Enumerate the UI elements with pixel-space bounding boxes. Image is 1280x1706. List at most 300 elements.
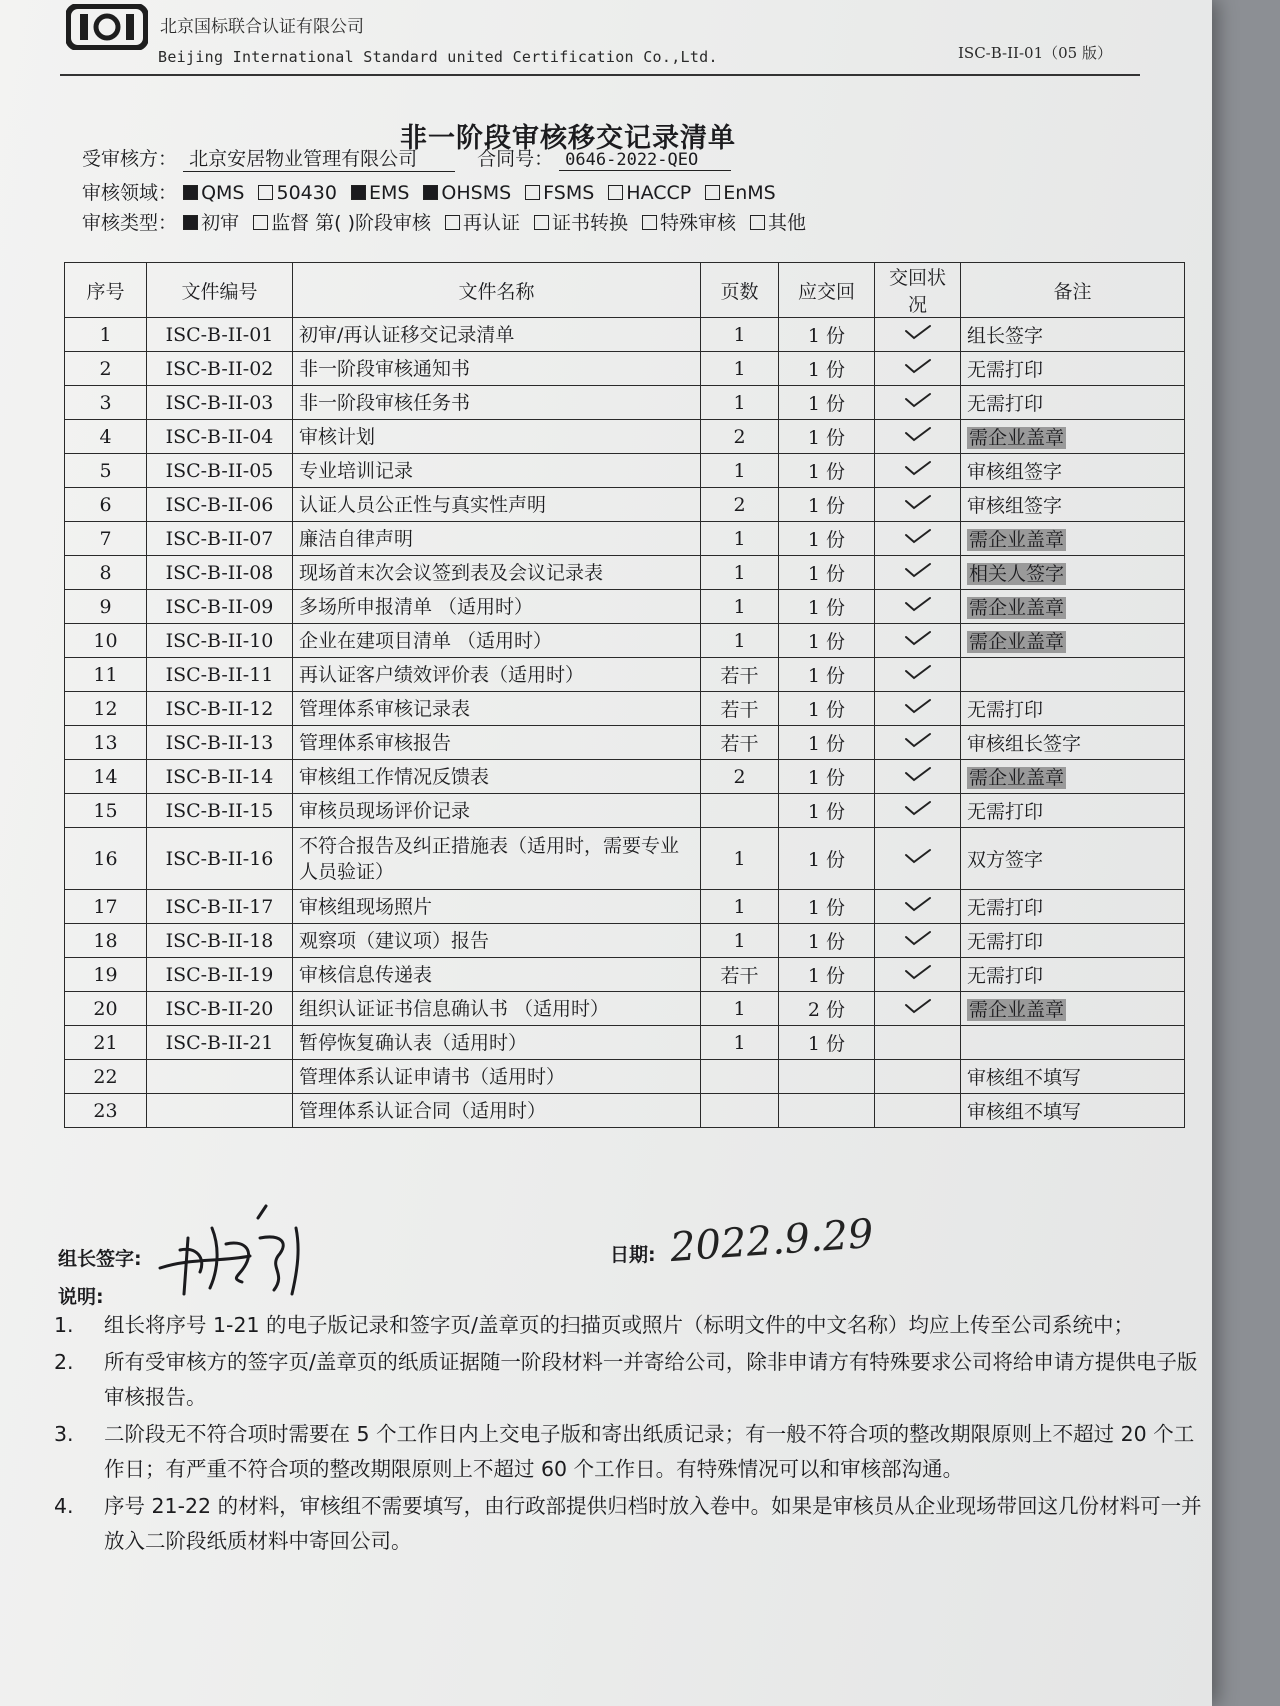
table-row — [65, 1060, 1185, 1094]
table-row — [65, 828, 1185, 890]
audit-type-label: 审核类型： — [82, 212, 178, 234]
file-name: 组织认证证书信息确认书 （适用时） — [293, 992, 701, 1026]
header-divider — [60, 74, 1140, 76]
remark-text: 无需打印 — [967, 359, 1044, 381]
table-row — [65, 992, 1185, 1026]
remark — [961, 386, 1185, 420]
note-number: 4. — [54, 1494, 74, 1518]
checkmark-icon — [903, 629, 933, 647]
table-row — [65, 1094, 1185, 1128]
page-count: 1 — [701, 386, 779, 420]
form-title: 非一阶段审核移交记录清单 — [400, 123, 736, 154]
page-count: 1 — [701, 352, 779, 386]
note-item — [46, 1308, 1206, 1343]
audit-type-option-label: 证书转换 — [552, 212, 629, 234]
page-count: 若干 — [701, 692, 779, 726]
page-count: 2 — [701, 420, 779, 454]
return-status — [875, 386, 961, 420]
checked-box-icon — [423, 185, 438, 200]
remark — [961, 1094, 1185, 1128]
return-status — [875, 352, 961, 386]
empty-box-icon — [253, 215, 268, 230]
domain-option — [258, 182, 336, 204]
return-status — [875, 556, 961, 590]
col-header-status: 交回状况 — [875, 263, 961, 318]
file-code: ISC-B-II-13 — [147, 726, 293, 760]
auditee-line — [82, 144, 731, 172]
domain-option-label: EMS — [368, 182, 410, 204]
return-status — [875, 1026, 961, 1060]
copies-due: 1 份 — [779, 828, 875, 890]
table-row — [65, 522, 1185, 556]
file-name: 管理体系认证申请书（适用时） — [293, 1060, 701, 1094]
file-code: ISC-B-II-03 — [147, 386, 293, 420]
return-status — [875, 794, 961, 828]
file-name: 审核计划 — [293, 420, 701, 454]
table-row — [65, 352, 1185, 386]
col-header-no: 序号 — [65, 263, 147, 318]
remark — [961, 992, 1185, 1026]
remark-text: 无需打印 — [967, 931, 1044, 953]
page-count: 1 — [701, 556, 779, 590]
audit-type-option — [750, 208, 806, 235]
page-count: 2 — [701, 760, 779, 794]
file-code: ISC-B-II-19 — [147, 958, 293, 992]
remark — [961, 590, 1185, 624]
row-number: 6 — [65, 488, 147, 522]
checkmark-icon — [903, 493, 933, 511]
table-row — [65, 726, 1185, 760]
notes-list — [46, 1308, 1206, 1561]
page-count: 1 — [701, 590, 779, 624]
remark — [961, 924, 1185, 958]
domain-option — [608, 182, 691, 204]
audit-type-option-label: 监督 第( )阶段审核 — [271, 212, 431, 234]
remark-text: 审核组不填写 — [967, 1101, 1082, 1123]
table-row — [65, 760, 1185, 794]
checkmark-icon — [903, 697, 933, 715]
leader-signature-label: 组长签字: — [58, 1248, 142, 1270]
file-code: ISC-B-II-11 — [147, 658, 293, 692]
remark-text: 无需打印 — [967, 699, 1044, 721]
file-name: 再认证客户绩效评价表（适用时） — [293, 658, 701, 692]
domain-option-label: 50430 — [276, 182, 337, 204]
table-row — [65, 958, 1185, 992]
file-code — [147, 1060, 293, 1094]
remark — [961, 692, 1185, 726]
note-item — [46, 1417, 1206, 1487]
checked-box-icon — [351, 185, 366, 200]
checkmark-icon — [903, 561, 933, 579]
domain-option — [705, 182, 776, 204]
copies-due: 1 份 — [779, 386, 875, 420]
remark — [961, 352, 1185, 386]
copies-due: 1 份 — [779, 794, 875, 828]
remark — [961, 794, 1185, 828]
file-code: ISC-B-II-20 — [147, 992, 293, 1026]
row-number: 8 — [65, 556, 147, 590]
file-code: ISC-B-II-05 — [147, 454, 293, 488]
return-status — [875, 488, 961, 522]
table-row — [65, 658, 1185, 692]
page-count: 1 — [701, 828, 779, 890]
domain-line — [82, 178, 790, 205]
file-code — [147, 1094, 293, 1128]
file-name: 观察项（建议项）报告 — [293, 924, 701, 958]
file-code: ISC-B-II-17 — [147, 890, 293, 924]
file-code: ISC-B-II-18 — [147, 924, 293, 958]
col-header-name: 文件名称 — [293, 263, 701, 318]
row-number: 12 — [65, 692, 147, 726]
return-status — [875, 522, 961, 556]
copies-due: 1 份 — [779, 958, 875, 992]
auditee-field: 北京安居物业管理有限公司 — [183, 144, 455, 172]
table-row — [65, 488, 1185, 522]
domain-option — [351, 182, 409, 204]
return-status — [875, 318, 961, 352]
page-count: 1 — [701, 992, 779, 1026]
checkmark-icon — [903, 895, 933, 913]
row-number: 10 — [65, 624, 147, 658]
remark-text: 无需打印 — [967, 801, 1044, 823]
file-name: 非一阶段审核任务书 — [293, 386, 701, 420]
checkmark-icon — [903, 357, 933, 375]
checked-box-icon — [183, 185, 198, 200]
file-name: 审核员现场评价记录 — [293, 794, 701, 828]
table-row — [65, 794, 1185, 828]
note-text: 所有受审核方的签字页/盖章页的纸质证据随一阶段材料一并寄给公司，除非申请方有特殊要求公司将给申请方提供电子版审核报告。 — [104, 1350, 1198, 1409]
row-number: 14 — [65, 760, 147, 794]
handwritten-date: 2022.9.29 — [668, 1210, 875, 1272]
file-code: ISC-B-II-16 — [147, 828, 293, 890]
remark — [961, 624, 1185, 658]
table-row — [65, 590, 1185, 624]
domain-option-label: OHSMS — [441, 182, 512, 204]
row-number: 20 — [65, 992, 147, 1026]
empty-box-icon — [705, 185, 720, 200]
page-count: 1 — [701, 454, 779, 488]
page-count: 2 — [701, 488, 779, 522]
page-count: 若干 — [701, 658, 779, 692]
copies-due — [779, 1060, 875, 1094]
copies-due: 1 份 — [779, 590, 875, 624]
file-name: 初审/再认证移交记录清单 — [293, 318, 701, 352]
table-row — [65, 692, 1185, 726]
note-item — [46, 1489, 1206, 1559]
copies-due: 1 份 — [779, 522, 875, 556]
remark-text: 无需打印 — [967, 393, 1044, 415]
row-number: 3 — [65, 386, 147, 420]
empty-box-icon — [750, 215, 765, 230]
checkmark-icon — [903, 391, 933, 409]
page-count: 若干 — [701, 726, 779, 760]
empty-box-icon — [608, 185, 623, 200]
contract-label: 合同号： — [477, 148, 554, 170]
file-code: ISC-B-II-21 — [147, 1026, 293, 1060]
audit-type-option-label: 再认证 — [462, 212, 520, 234]
company-name-cn: 北京国标联合认证有限公司 — [160, 17, 364, 37]
checkmark-icon — [903, 663, 933, 681]
audit-type-checkboxes — [183, 212, 820, 234]
row-number: 13 — [65, 726, 147, 760]
return-status — [875, 924, 961, 958]
row-number: 11 — [65, 658, 147, 692]
remark — [961, 726, 1185, 760]
remark — [961, 454, 1185, 488]
auditee-label: 受审核方： — [82, 148, 178, 170]
page-count: 1 — [701, 318, 779, 352]
table-row — [65, 454, 1185, 488]
remark-text: 审核组签字 — [967, 495, 1063, 517]
return-status — [875, 958, 961, 992]
return-status — [875, 624, 961, 658]
return-status — [875, 992, 961, 1026]
return-status — [875, 658, 961, 692]
remark-text: 需企业盖章 — [969, 597, 1065, 619]
file-name: 审核组现场照片 — [293, 890, 701, 924]
audit-type-option-label: 特殊审核 — [660, 212, 737, 234]
file-code: ISC-B-II-15 — [147, 794, 293, 828]
remark-text: 双方签字 — [967, 849, 1044, 871]
remark-text: 审核组签字 — [967, 461, 1063, 483]
file-name: 非一阶段审核通知书 — [293, 352, 701, 386]
row-number: 18 — [65, 924, 147, 958]
domain-option — [525, 182, 594, 204]
domain-option-label: QMS — [201, 182, 245, 204]
letterhead — [0, 0, 1212, 90]
file-name: 管理体系审核记录表 — [293, 692, 701, 726]
remark — [961, 760, 1185, 794]
date-label: 日期: — [610, 1244, 656, 1266]
remark — [961, 556, 1185, 590]
copies-due: 1 份 — [779, 692, 875, 726]
copies-due: 1 份 — [779, 454, 875, 488]
row-number: 19 — [65, 958, 147, 992]
copies-due: 1 份 — [779, 420, 875, 454]
notes-label: 说明: — [58, 1286, 104, 1308]
copies-due: 1 份 — [779, 318, 875, 352]
document-code: ISC-B-II-01（05 版） — [958, 44, 1112, 62]
copies-due: 1 份 — [779, 352, 875, 386]
note-number: 2. — [54, 1350, 74, 1374]
page-count — [701, 1094, 779, 1128]
row-number: 9 — [65, 590, 147, 624]
file-name: 审核组工作情况反馈表 — [293, 760, 701, 794]
copies-due: 1 份 — [779, 624, 875, 658]
domain-option-label: EnMS — [723, 182, 776, 204]
row-number: 2 — [65, 352, 147, 386]
remark — [961, 828, 1185, 890]
file-code: ISC-B-II-10 — [147, 624, 293, 658]
page-count: 1 — [701, 924, 779, 958]
row-number: 15 — [65, 794, 147, 828]
table-row — [65, 624, 1185, 658]
copies-due: 1 份 — [779, 890, 875, 924]
audit-type-line — [82, 208, 820, 235]
file-code: ISC-B-II-09 — [147, 590, 293, 624]
row-number: 4 — [65, 420, 147, 454]
remark-text: 无需打印 — [967, 965, 1044, 987]
row-number: 5 — [65, 454, 147, 488]
return-status — [875, 420, 961, 454]
remark — [961, 420, 1185, 454]
copies-due: 1 份 — [779, 924, 875, 958]
remark — [961, 522, 1185, 556]
file-name: 审核信息传递表 — [293, 958, 701, 992]
company-name-en: Beijing International Standard united Certification Co.,Ltd. — [158, 48, 718, 66]
checkmark-icon — [903, 323, 933, 341]
checkmark-icon — [903, 847, 933, 865]
return-status — [875, 726, 961, 760]
copies-due: 1 份 — [779, 658, 875, 692]
row-number: 17 — [65, 890, 147, 924]
row-number: 1 — [65, 318, 147, 352]
audit-type-option-label: 其他 — [768, 212, 807, 234]
row-number: 22 — [65, 1060, 147, 1094]
return-status — [875, 1060, 961, 1094]
audit-type-option — [183, 208, 239, 235]
col-header-pages: 页数 — [701, 263, 779, 318]
page-count: 1 — [701, 1026, 779, 1060]
copies-due — [779, 1094, 875, 1128]
checkmark-icon — [903, 929, 933, 947]
remark-text: 相关人签字 — [969, 563, 1065, 585]
copies-due: 1 份 — [779, 556, 875, 590]
file-name: 不符合报告及纠正措施表（适用时，需要专业人员验证） — [293, 828, 701, 890]
file-name: 企业在建项目清单 （适用时） — [293, 624, 701, 658]
page-count — [701, 1060, 779, 1094]
file-name: 现场首末次会议签到表及会议记录表 — [293, 556, 701, 590]
remark — [961, 890, 1185, 924]
table-row — [65, 318, 1185, 352]
checkmark-icon — [903, 799, 933, 817]
return-status — [875, 890, 961, 924]
checkmark-icon — [903, 765, 933, 783]
file-name: 管理体系认证合同（适用时） — [293, 1094, 701, 1128]
file-name: 专业培训记录 — [293, 454, 701, 488]
note-text: 序号 21-22 的材料，审核组不需要填写，由行政部提供归档时放入卷中。如果是审核员从企业现场带回这几份材料可一并放入二阶段纸质材料中寄回公司。 — [104, 1494, 1202, 1553]
checkmark-icon — [903, 963, 933, 981]
col-header-code: 文件编号 — [147, 263, 293, 318]
checkmark-icon — [903, 731, 933, 749]
row-number: 21 — [65, 1026, 147, 1060]
copies-due: 1 份 — [779, 1026, 875, 1060]
audit-type-option-label: 初审 — [201, 212, 240, 234]
note-text: 二阶段无不符合项时需要在 5 个工作日内上交电子版和寄出纸质记录；有一般不符合项的整改期限原则上不超过 20 个工作日；有严重不符合项的整改期限原则上不超过 60 个工作日。有特殊情况可以和审核部沟通。 — [104, 1422, 1195, 1481]
checked-box-icon — [183, 215, 198, 230]
col-header-due: 应交回 — [779, 263, 875, 318]
page-count: 1 — [701, 624, 779, 658]
file-code: ISC-B-II-14 — [147, 760, 293, 794]
table-row — [65, 890, 1185, 924]
return-status — [875, 590, 961, 624]
table-header-row — [65, 263, 1185, 318]
col-header-remark: 备注 — [961, 263, 1185, 318]
page-count: 1 — [701, 890, 779, 924]
transfer-record-table — [64, 262, 1185, 1128]
file-code: ISC-B-II-01 — [147, 318, 293, 352]
remark-text: 审核组长签字 — [967, 733, 1082, 755]
handwritten-signature — [150, 1198, 320, 1298]
return-status — [875, 692, 961, 726]
table-row — [65, 386, 1185, 420]
table-row — [65, 420, 1185, 454]
row-number: 16 — [65, 828, 147, 890]
checkmark-icon — [903, 595, 933, 613]
audit-type-option — [642, 208, 736, 235]
remark-text: 需企业盖章 — [969, 529, 1065, 551]
note-number: 3. — [54, 1422, 74, 1446]
copies-due: 2 份 — [779, 992, 875, 1026]
file-code: ISC-B-II-08 — [147, 556, 293, 590]
file-name: 廉洁自律声明 — [293, 522, 701, 556]
audit-type-option — [534, 208, 628, 235]
company-logo — [66, 4, 148, 50]
remark-text: 无需打印 — [967, 897, 1044, 919]
return-status — [875, 1094, 961, 1128]
remark — [961, 1060, 1185, 1094]
remark — [961, 658, 1185, 692]
note-item — [46, 1345, 1206, 1415]
empty-box-icon — [445, 215, 460, 230]
table-row — [65, 1026, 1185, 1060]
return-status — [875, 760, 961, 794]
page-count: 若干 — [701, 958, 779, 992]
domain-option-label: FSMS — [543, 182, 595, 204]
copies-due: 1 份 — [779, 726, 875, 760]
empty-box-icon — [534, 215, 549, 230]
table-row — [65, 556, 1185, 590]
page-count: 1 — [701, 522, 779, 556]
remark-text: 需企业盖章 — [969, 767, 1065, 789]
remark-text: 需企业盖章 — [969, 999, 1065, 1021]
file-code: ISC-B-II-04 — [147, 420, 293, 454]
file-code: ISC-B-II-02 — [147, 352, 293, 386]
remark — [961, 1026, 1185, 1060]
empty-box-icon — [258, 185, 273, 200]
remark — [961, 318, 1185, 352]
remark-text: 审核组不填写 — [967, 1067, 1082, 1089]
note-number: 1. — [54, 1313, 74, 1337]
audit-type-option — [445, 208, 520, 235]
file-name: 暂停恢复确认表（适用时） — [293, 1026, 701, 1060]
domain-option — [183, 182, 244, 204]
audit-type-option — [253, 208, 431, 235]
row-number: 7 — [65, 522, 147, 556]
checkmark-icon — [903, 527, 933, 545]
file-name: 管理体系审核报告 — [293, 726, 701, 760]
checkmark-icon — [903, 459, 933, 477]
empty-box-icon — [642, 215, 657, 230]
return-status — [875, 828, 961, 890]
remark — [961, 488, 1185, 522]
remark-text: 需企业盖章 — [969, 427, 1065, 449]
page-count — [701, 794, 779, 828]
checkmark-icon — [903, 997, 933, 1015]
checkmark-icon — [903, 425, 933, 443]
contract-field: 0646-2022-QEO — [559, 150, 731, 171]
table-row — [65, 924, 1185, 958]
note-text: 组长将序号 1-21 的电子版记录和签字页/盖章页的扫描页或照片（标明文件的中文名称）均应上传至公司系统中； — [104, 1313, 1134, 1337]
file-code: ISC-B-II-07 — [147, 522, 293, 556]
file-code: ISC-B-II-06 — [147, 488, 293, 522]
file-name: 多场所申报清单 （适用时） — [293, 590, 701, 624]
file-name: 认证人员公正性与真实性声明 — [293, 488, 701, 522]
return-status — [875, 454, 961, 488]
row-number: 23 — [65, 1094, 147, 1128]
copies-due: 1 份 — [779, 760, 875, 794]
domain-option-label: HACCP — [626, 182, 692, 204]
